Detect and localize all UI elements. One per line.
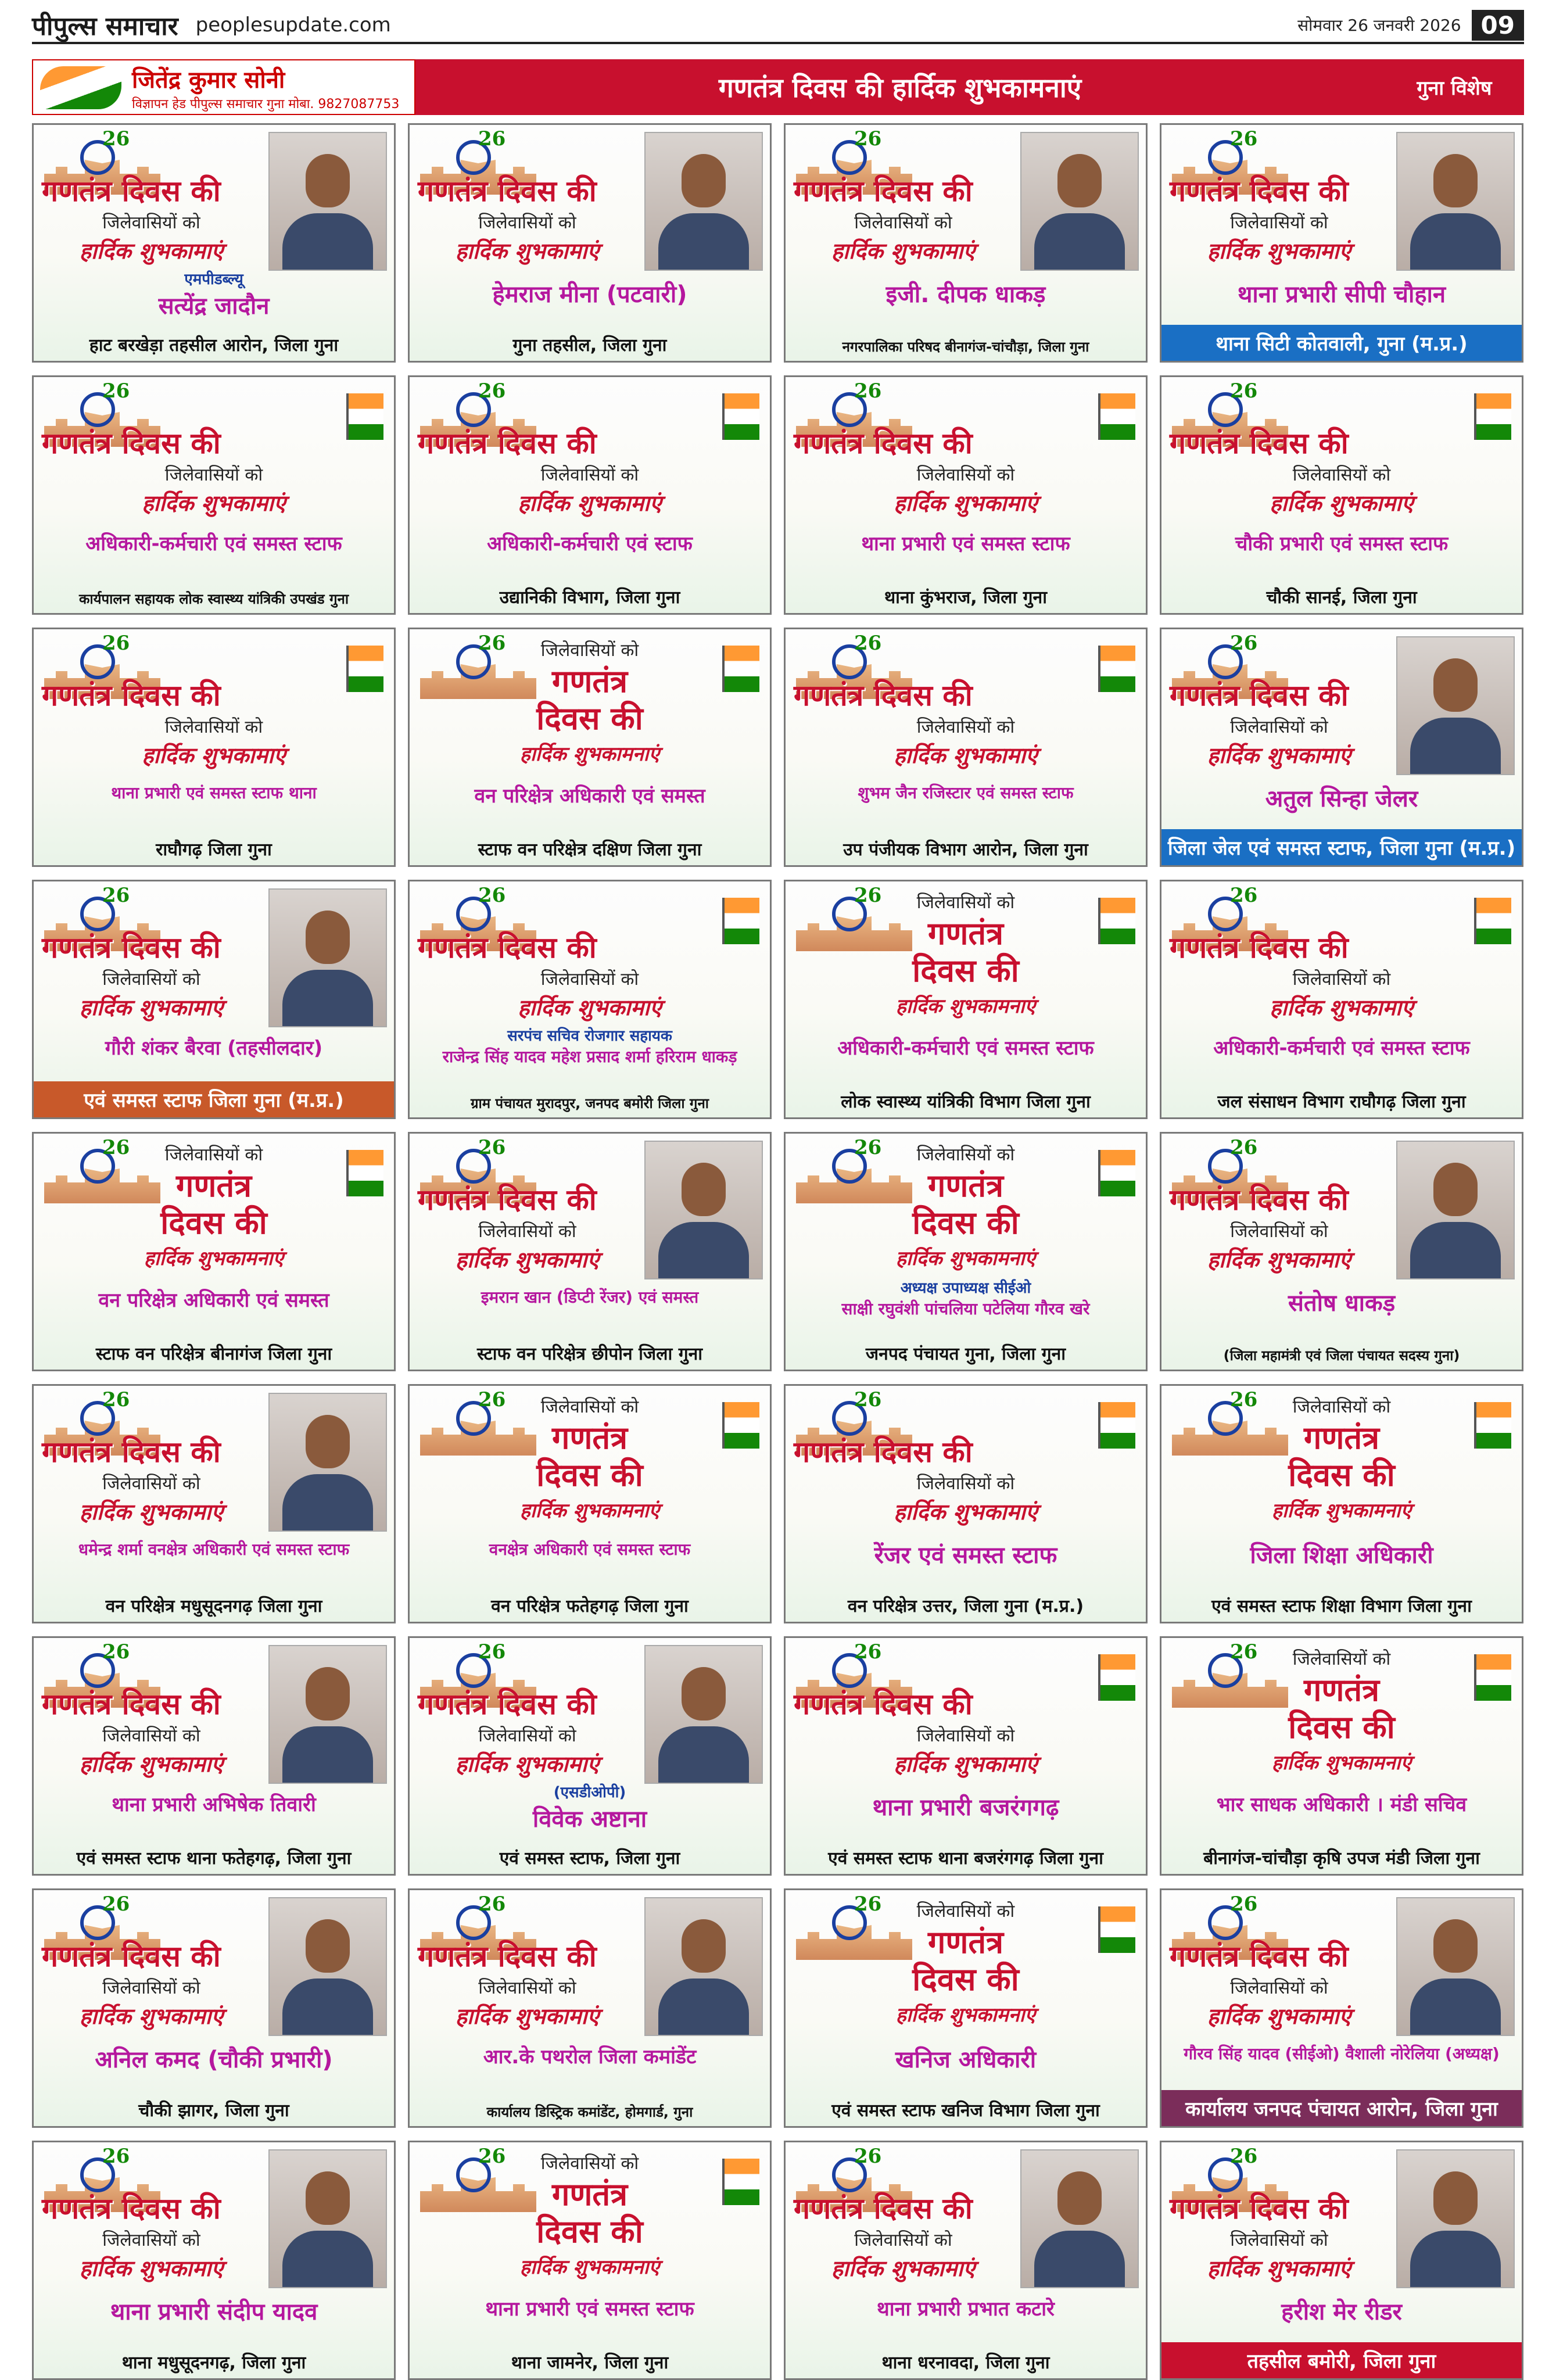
footer-location: एवं समस्त स्टाफ थाना फतेहगढ़, जिला गुना xyxy=(76,1848,352,1869)
advertiser-name: अधिकारी-कर्मचारी एवं समस्त स्टाफ xyxy=(85,532,342,555)
number-26-icon: 26 xyxy=(478,1640,506,1664)
number-26-icon: 26 xyxy=(478,127,506,150)
greeting-ad-card xyxy=(408,628,772,867)
greeting-wishes: हार्दिक शुभकामनाएं xyxy=(895,995,1036,1018)
greeting-ad-card xyxy=(32,375,396,615)
greeting-title: गणतंत्र दिवस की xyxy=(1170,2192,1349,2225)
greeting-ad-card xyxy=(1160,2141,1523,2380)
greeting-wishes: हार्दिक शुभकामाएं xyxy=(455,238,600,264)
greeting-subline: जिलेवासियों को xyxy=(540,2153,639,2174)
footer-location: स्टाफ वन परिक्षेत्र दक्षिण जिला गुना xyxy=(478,840,702,860)
greeting-subline: जिलेवासियों को xyxy=(1230,1221,1328,1242)
newspaper-masthead: पीपुल्स समाचार xyxy=(32,12,178,41)
footer-location: वन परिक्षेत्र उत्तर, जिला गुना (म.प्र.) xyxy=(847,1596,1084,1616)
greeting-title-line2: दिवस की xyxy=(1288,1457,1395,1493)
greeting-wishes: हार्दिक शुभकामनाएं xyxy=(144,1247,284,1270)
greeting-title: गणतंत्र दिवस की xyxy=(794,174,973,208)
advertiser-name: भार साधक अधिकारी । मंडी सचिव xyxy=(1216,1793,1467,1816)
advertiser-name: वन परिक्षेत्र अधिकारी एवं समस्त xyxy=(98,1289,329,1312)
greeting-wishes: हार्दिक शुभकामाएं xyxy=(894,743,1038,768)
person-photo xyxy=(268,888,387,1027)
greeting-wishes: हार्दिक शुभकामाएं xyxy=(455,1247,600,1273)
greeting-subline: जिलेवासियों को xyxy=(1292,1649,1391,1669)
greeting-subline: जिलेवासियों को xyxy=(1230,2230,1328,2250)
number-26-icon: 26 xyxy=(102,1136,130,1159)
greeting-title: गणतंत्र दिवस की xyxy=(794,2192,973,2225)
footer-location: थाना कुंभराज, जिला गुना xyxy=(884,587,1047,608)
greeting-title: गणतंत्र दिवस की xyxy=(1170,174,1349,208)
greeting-ad-card xyxy=(784,375,1148,615)
greeting-title-line2: दिवस की xyxy=(912,1961,1019,1998)
footer-location: कार्यपालन सहायक लोक स्वास्थ्य यांत्रिकी उपखंड गुना xyxy=(78,591,349,607)
advertiser-name: जितेंद्र कुमार सोनी xyxy=(132,66,285,94)
advertiser-name: इमरान खान (डिप्टी रेंजर) एवं समस्त xyxy=(481,1288,699,1307)
greeting-subline: जिलेवासियों को xyxy=(164,717,263,737)
greeting-title-line2: दिवस की xyxy=(536,700,643,737)
greeting-title: गणतंत्र दिवस की xyxy=(794,1687,973,1721)
number-26-icon: 26 xyxy=(102,379,130,403)
advertiser-name: अधिकारी-कर्मचारी एवं समस्त स्टाफ xyxy=(1213,1037,1470,1060)
greeting-subline: जिलेवासियों को xyxy=(478,1726,576,1746)
footer-location: एवं समस्त स्टाफ, जिला गुना xyxy=(499,1848,680,1869)
advertiser-name: गौरव सिंह यादव (सीईओ) वैशाली नोरेलिया (अध्यक्ष) xyxy=(1184,2044,1500,2063)
advertiser-name: चौकी प्रभारी एवं समस्त स्टाफ xyxy=(1235,532,1449,555)
advertiser-name: हरीश मेर रीडर xyxy=(1281,2299,1402,2325)
number-26-icon: 26 xyxy=(1230,379,1258,403)
greeting-title: गणतंत्र दिवस की xyxy=(418,174,597,208)
greeting-ad-card xyxy=(784,1888,1148,2128)
greeting-title: गणतंत्र दिवस की xyxy=(42,1687,221,1721)
advertiser-name: थाना प्रभारी अभिषेक तिवारी xyxy=(112,1793,316,1816)
footer-location: ग्राम पंचायत मुरादपुर, जनपद बमोरी जिला गुना xyxy=(471,1095,709,1112)
advertiser-name: धमेन्द्र शर्मा वनक्षेत्र अधिकारी एवं समस्त स्टाफ xyxy=(78,1540,350,1559)
greeting-title-line1: गणतंत्र xyxy=(1303,1420,1380,1456)
greeting-ad-card xyxy=(32,1132,396,1371)
footer-location: गुना तहसील, जिला गुना xyxy=(512,335,667,356)
advertiser-name: सत्येंद्र जादौन xyxy=(158,293,270,320)
advertiser-name: साक्षी रघुवंशी पांचलिया पटेलिया गौरव खरे xyxy=(841,1299,1090,1318)
advertiser-name: विवेक अष्टाना xyxy=(532,1806,647,1833)
advertiser-name: अधिकारी-कर्मचारी एवं स्टाफ xyxy=(487,532,693,555)
person-photo xyxy=(644,132,763,271)
number-26-icon: 26 xyxy=(478,2145,506,2168)
greeting-subline: जिलेवासियों को xyxy=(1230,717,1328,737)
advertiser-name: अधिकारी-कर्मचारी एवं समस्त स्टाफ xyxy=(837,1037,1094,1060)
number-26-icon: 26 xyxy=(1230,1892,1258,1916)
greeting-subline: जिलेवासियों को xyxy=(854,2230,952,2250)
greeting-title-line2: दिवस की xyxy=(912,1205,1019,1241)
greeting-ad-card xyxy=(32,1636,396,1876)
greeting-wishes: हार्दिक शुभकामाएं xyxy=(1207,2256,1351,2281)
greeting-ad-card xyxy=(784,2141,1148,2380)
greeting-title-line2: दिवस की xyxy=(536,2213,643,2250)
greeting-title: गणतंत्र दिवस की xyxy=(794,679,973,712)
greeting-wishes: हार्दिक शुभकामाएं xyxy=(455,1751,600,1777)
greeting-subline: जिलेवासियों को xyxy=(854,213,952,233)
footer-location: बीनागंज-चांचौड़ा कृषि उपज मंडी जिला गुना xyxy=(1203,1848,1480,1869)
number-26-icon: 26 xyxy=(102,1640,130,1664)
footer-strip: एवं समस्त स्टाफ जिला गुना (म.प्र.) xyxy=(34,1081,394,1117)
number-26-icon: 26 xyxy=(854,1136,882,1159)
greeting-wishes: हार्दिक शुभकामाएं xyxy=(1207,1247,1351,1273)
footer-location: चौकी झागर, जिला गुना xyxy=(138,2101,289,2121)
masthead-bar xyxy=(32,8,1524,44)
greeting-wishes: हार्दिक शुभकामाएं xyxy=(79,2003,224,2029)
person-photo xyxy=(644,1897,763,2036)
advertiser-name: हेमराज मीना (पटवारी) xyxy=(492,281,687,308)
greeting-subline: जिलेवासियों को xyxy=(916,1145,1015,1165)
person-photo xyxy=(268,1897,387,2036)
greeting-wishes: हार्दिक शुभकामाएं xyxy=(1207,238,1351,264)
greeting-title-line1: गणतंत्र xyxy=(1303,1672,1380,1708)
number-26-icon: 26 xyxy=(102,632,130,655)
number-26-icon: 26 xyxy=(854,1388,882,1411)
greeting-ad-card xyxy=(784,123,1148,363)
greeting-wishes: हार्दिक शुभकामाएं xyxy=(831,238,976,264)
number-26-icon: 26 xyxy=(478,379,506,403)
greeting-subline: जिलेवासियों को xyxy=(916,1726,1015,1746)
greeting-wishes: हार्दिक शुभकामाएं xyxy=(455,2003,600,2029)
greeting-wishes: हार्दिक शुभकामाएं xyxy=(1207,743,1351,768)
greeting-title: गणतंत्र दिवस की xyxy=(418,426,597,460)
greeting-subline: जिलेवासियों को xyxy=(102,969,200,990)
greeting-ad-card xyxy=(32,123,396,363)
footer-strip: कार्यालय जनपद पंचायत आरोन, जिला गुना xyxy=(1161,2090,1522,2126)
greeting-wishes: हार्दिक शुभकामाएं xyxy=(831,2256,976,2281)
person-photo xyxy=(1020,2149,1139,2288)
advertiser-name: अतुल सिन्हा जेलर xyxy=(1265,786,1418,812)
greeting-ad-card xyxy=(1160,1384,1523,1623)
number-26-icon: 26 xyxy=(1230,2145,1258,2168)
greeting-title-line2: दिवस की xyxy=(160,1205,267,1241)
advertiser-name: आर.के पथरोल जिला कमांडेंट xyxy=(483,2045,697,2069)
greeting-ad-card xyxy=(408,1384,772,1623)
greeting-subline: जिलेवासियों को xyxy=(102,213,200,233)
greeting-subline: जिलेवासियों को xyxy=(1230,213,1328,233)
tricolor-icon xyxy=(40,66,121,109)
advertiser-name: शुभम जैन रजिस्टार एवं समस्त स्टाफ xyxy=(858,783,1074,802)
greeting-title-line2: दिवस की xyxy=(536,1457,643,1493)
greeting-wishes: हार्दिक शुभकामनाएं xyxy=(519,2256,660,2279)
greeting-subline: जिलेवासियों को xyxy=(540,465,639,485)
greeting-wishes: हार्दिक शुभकामनाएं xyxy=(1271,1751,1412,1775)
greeting-title-line1: गणतंत्र xyxy=(927,915,1004,952)
greeting-title-line1: गणतंत्र xyxy=(175,1167,252,1204)
greeting-wishes: हार्दिक शुभकामनाएं xyxy=(895,2003,1036,2027)
footer-location: जल संसाधन विभाग राघौगढ़ जिला गुना xyxy=(1217,1092,1466,1112)
greeting-subline: जिलेवासियों को xyxy=(102,2230,200,2250)
greeting-wishes: हार्दिक शुभकामाएं xyxy=(518,995,662,1020)
number-26-icon: 26 xyxy=(478,884,506,907)
advertiser-name: वनक्षेत्र अधिकारी एवं समस्त स्टाफ xyxy=(489,1540,691,1559)
advertiser-name: इजी. दीपक धाकड़ xyxy=(885,281,1046,308)
footer-location: लोक स्वास्थ्य यांत्रिकी विभाग जिला गुना xyxy=(841,1092,1091,1112)
advertiser-name: राजेन्द्र सिंह यादव महेश प्रसाद शर्मा हरिराम धाकड़ xyxy=(442,1047,737,1066)
greeting-ad-card xyxy=(408,1636,772,1876)
greeting-ad-card xyxy=(32,628,396,867)
greeting-title: गणतंत्र दिवस की xyxy=(42,931,221,965)
greeting-title: गणतंत्र दिवस की xyxy=(1170,679,1349,712)
advertiser-name: संतोष धाकड़ xyxy=(1288,1290,1396,1317)
person-photo xyxy=(1396,1141,1515,1279)
greeting-ad-card xyxy=(1160,628,1523,867)
greeting-wishes: हार्दिक शुभकामाएं xyxy=(894,1751,1038,1777)
greeting-title-line1: गणतंत्र xyxy=(551,1420,628,1456)
number-26-icon: 26 xyxy=(102,127,130,150)
greeting-wishes: हार्दिक शुभकामनाएं xyxy=(519,1499,660,1522)
number-26-icon: 26 xyxy=(854,1892,882,1916)
number-26-icon: 26 xyxy=(854,632,882,655)
greeting-subline: जिलेवासियों को xyxy=(478,213,576,233)
advertiser-contact: विज्ञापन हेड पीपुल्स समाचार गुना मोबा. 9827087753 xyxy=(132,96,400,112)
greeting-subline: जिलेवासियों को xyxy=(916,1901,1015,1922)
advertiser-name: वन परिक्षेत्र अधिकारी एवं समस्त xyxy=(474,784,705,808)
footer-location: उद्यानिकी विभाग, जिला गुना xyxy=(499,587,680,608)
greeting-wishes: हार्दिक शुभकामाएं xyxy=(894,490,1038,516)
footer-location: एवं समस्त स्टाफ खनिज विभाग जिला गुना xyxy=(831,2101,1100,2121)
number-26-icon: 26 xyxy=(854,2145,882,2168)
greeting-subline: जिलेवासियों को xyxy=(102,1978,200,1998)
advertiser-name: गौरी शंकर बैरवा (तहसीलदार) xyxy=(105,1037,323,1060)
greeting-subline: जिलेवासियों को xyxy=(478,1221,576,1242)
issue-date: सोमवार 26 जनवरी 2026 xyxy=(1297,16,1461,35)
greeting-subline: जिलेवासियों को xyxy=(164,1145,263,1165)
page-banner xyxy=(32,59,1524,115)
name-designation: (एसडीओपी) xyxy=(553,1784,626,1801)
greeting-title: गणतंत्र दिवस की xyxy=(418,1940,597,1973)
greeting-title: गणतंत्र दिवस की xyxy=(794,1435,973,1469)
greeting-title-line1: गणतंत्र xyxy=(551,663,628,700)
greeting-wishes: हार्दिक शुभकामाएं xyxy=(518,490,662,516)
greeting-title: गणतंत्र दिवस की xyxy=(42,679,221,712)
greeting-title: गणतंत्र दिवस की xyxy=(1170,1183,1349,1217)
footer-location: (जिला महामंत्री एवं जिला पंचायत सदस्य गुना) xyxy=(1223,1347,1460,1364)
greeting-subline: जिलेवासियों को xyxy=(916,717,1015,737)
footer-location: उप पंजीयक विभाग आरोन, जिला गुना xyxy=(843,840,1088,860)
greeting-subline: जिलेवासियों को xyxy=(540,969,639,990)
number-26-icon: 26 xyxy=(1230,884,1258,907)
number-26-icon: 26 xyxy=(854,379,882,403)
greeting-title: गणतंत्र दिवस की xyxy=(418,1183,597,1217)
greeting-title: गणतंत्र दिवस की xyxy=(42,1940,221,1973)
greeting-wishes: हार्दिक शुभकामनाएं xyxy=(1271,1499,1412,1522)
number-26-icon: 26 xyxy=(854,127,882,150)
greeting-title: गणतंत्र दिवस की xyxy=(42,174,221,208)
person-photo xyxy=(644,1645,763,1784)
number-26-icon: 26 xyxy=(1230,632,1258,655)
greeting-subline: जिलेवासियों को xyxy=(916,892,1015,913)
number-26-icon: 26 xyxy=(478,1892,506,1916)
footer-location: थाना जामनेर, जिला गुना xyxy=(511,2353,669,2373)
name-designation: एमपीडब्ल्यू xyxy=(184,271,243,288)
greeting-title-line1: गणतंत्र xyxy=(927,1924,1004,1960)
greeting-ad-card xyxy=(408,2141,772,2380)
person-photo xyxy=(1020,132,1139,271)
footer-location: एवं समस्त स्टाफ शिक्षा विभाग जिला गुना xyxy=(1211,1596,1472,1616)
advertiser-name: थाना प्रभारी संदीप यादव xyxy=(110,2299,318,2325)
footer-location: थाना मधुसूदनगढ़, जिला गुना xyxy=(121,2353,306,2373)
greeting-subline: जिलेवासियों को xyxy=(916,1474,1015,1494)
footer-strip: थाना सिटी कोतवाली, गुना (म.प्र.) xyxy=(1161,325,1522,361)
website-url[interactable]: peoplesupdate.com xyxy=(195,13,391,37)
person-photo xyxy=(268,2149,387,2288)
greeting-wishes: हार्दिक शुभकामाएं xyxy=(1270,995,1414,1020)
number-26-icon: 26 xyxy=(1230,1640,1258,1664)
number-26-icon: 26 xyxy=(102,1892,130,1916)
advertiser-name: थाना प्रभारी प्रभात कटारे xyxy=(877,2297,1055,2321)
greeting-ad-card xyxy=(32,880,396,1119)
greeting-ad-card xyxy=(408,1888,772,2128)
greeting-title-line1: गणतंत्र xyxy=(927,1167,1004,1204)
greeting-ad-card xyxy=(1160,375,1523,615)
greeting-subline: जिलेवासियों को xyxy=(478,1978,576,1998)
number-26-icon: 26 xyxy=(102,2145,130,2168)
number-26-icon: 26 xyxy=(1230,1388,1258,1411)
number-26-icon: 26 xyxy=(1230,127,1258,150)
footer-strip: तहसील बमोरी, जिला गुना xyxy=(1161,2342,1522,2378)
advertiser-name: थाना प्रभारी एवं समस्त स्टाफ थाना xyxy=(111,783,317,802)
greeting-subline: जिलेवासियों को xyxy=(102,1726,200,1746)
greeting-ad-card xyxy=(32,1888,396,2128)
greeting-wishes: हार्दिक शुभकामाएं xyxy=(79,2256,224,2281)
person-photo xyxy=(1396,2149,1515,2288)
greeting-ad-card xyxy=(408,375,772,615)
greeting-ad-card xyxy=(784,880,1148,1119)
number-26-icon: 26 xyxy=(478,1388,506,1411)
greeting-title: गणतंत्र दिवस की xyxy=(418,1687,597,1721)
footer-location: नगरपालिका परिषद बीनागंज-चांचौड़ा, जिला गुना xyxy=(842,339,1089,355)
person-photo xyxy=(268,1393,387,1532)
greeting-title-line2: दिवस की xyxy=(1288,1709,1395,1745)
section-label: गुना विशेष xyxy=(1385,59,1524,115)
greeting-title-line2: दिवस की xyxy=(912,952,1019,989)
greeting-ad-card xyxy=(408,123,772,363)
greeting-ad-card xyxy=(32,2141,396,2380)
greeting-title: गणतंत्र दिवस की xyxy=(42,2192,221,2225)
greeting-ad-card xyxy=(1160,1132,1523,1371)
greeting-wishes: हार्दिक शुभकामाएं xyxy=(79,995,224,1020)
footer-location: जनपद पंचायत गुना, जिला गुना xyxy=(865,1344,1066,1364)
number-26-icon: 26 xyxy=(102,884,130,907)
footer-location: कार्यालय डिस्ट्रिक कमांडेंट, होमगार्ड, गुना xyxy=(486,2104,693,2120)
greeting-ad-card xyxy=(408,1132,772,1371)
greeting-subline: जिलेवासियों को xyxy=(540,640,639,661)
footer-location: स्टाफ वन परिक्षेत्र छीपोन जिला गुना xyxy=(476,1344,703,1364)
footer-location: थाना धरनावदा, जिला गुना xyxy=(881,2353,1050,2373)
greeting-wishes: हार्दिक शुभकामाएं xyxy=(142,490,286,516)
greeting-title: गणतंत्र दिवस की xyxy=(418,931,597,965)
greeting-ad-card xyxy=(1160,123,1523,363)
greeting-subline: जिलेवासियों को xyxy=(1292,465,1391,485)
page-number: 09 xyxy=(1472,10,1524,41)
greeting-wishes: हार्दिक शुभकामाएं xyxy=(894,1499,1038,1525)
advertiser-name: थाना प्रभारी एवं समस्त स्टाफ xyxy=(861,532,1070,555)
greeting-title: गणतंत्र दिवस की xyxy=(1170,1940,1349,1973)
greeting-subline: जिलेवासियों को xyxy=(1292,969,1391,990)
footer-location: चौकी सानई, जिला गुना xyxy=(1266,587,1417,608)
number-26-icon: 26 xyxy=(102,1388,130,1411)
greeting-subline: जिलेवासियों को xyxy=(1230,1978,1328,1998)
greeting-wishes: हार्दिक शुभकामाएं xyxy=(79,1499,224,1525)
greeting-title: गणतंत्र दिवस की xyxy=(794,426,973,460)
greeting-ad-card xyxy=(784,628,1148,867)
name-designation: अध्यक्ष उपाध्यक्ष सीईओ xyxy=(900,1279,1031,1297)
number-26-icon: 26 xyxy=(854,884,882,907)
greeting-subline: जिलेवासियों को xyxy=(102,1474,200,1494)
advertiser-name: थाना प्रभारी एवं समस्त स्टाफ xyxy=(485,2297,694,2321)
greeting-title: गणतंत्र दिवस की xyxy=(42,426,221,460)
greeting-ad-card xyxy=(408,880,772,1119)
greeting-title: गणतंत्र दिवस की xyxy=(1170,426,1349,460)
person-photo xyxy=(1396,1897,1515,2036)
greeting-ads-grid xyxy=(32,123,1524,2380)
person-photo xyxy=(268,1645,387,1784)
greeting-title: गणतंत्र दिवस की xyxy=(42,1435,221,1469)
footer-location: राघौगढ़ जिला गुना xyxy=(156,840,272,860)
greeting-wishes: हार्दिक शुभकामाएं xyxy=(79,1751,224,1777)
advertiser-name: रेंजर एवं समस्त स्टाफ xyxy=(874,1542,1057,1569)
greeting-ad-card xyxy=(1160,1636,1523,1876)
greeting-wishes: हार्दिक शुभकामाएं xyxy=(1270,490,1414,516)
advertiser-name: अनिल कमद (चौकी प्रभारी) xyxy=(95,2046,333,2073)
advertiser-name: जिला शिक्षा अधिकारी xyxy=(1250,1542,1433,1569)
greeting-ad-card xyxy=(32,1384,396,1623)
person-photo xyxy=(644,1141,763,1279)
greeting-wishes: हार्दिक शुभकामाएं xyxy=(1207,2003,1351,2029)
greeting-wishes: हार्दिक शुभकामाएं xyxy=(79,238,224,264)
number-26-icon: 26 xyxy=(478,1136,506,1159)
greeting-ad-card xyxy=(784,1384,1148,1623)
greeting-ad-card xyxy=(784,1636,1148,1876)
greeting-title-line1: गणतंत्र xyxy=(551,2176,628,2213)
footer-location: स्टाफ वन परिक्षेत्र बीनागंज जिला गुना xyxy=(95,1344,332,1364)
greeting-wishes: हार्दिक शुभकामनाएं xyxy=(895,1247,1036,1270)
footer-location: एवं समस्त स्टाफ थाना बजरंगगढ़ जिला गुना xyxy=(828,1848,1103,1869)
advertiser-name: खनिज अधिकारी xyxy=(895,2046,1037,2073)
greeting-subline: जिलेवासियों को xyxy=(164,465,263,485)
advertiser-name: थाना प्रभारी बजरंगगढ़ xyxy=(872,1794,1059,1821)
person-photo xyxy=(1396,132,1515,271)
greeting-subline: जिलेवासियों को xyxy=(1292,1397,1391,1417)
greeting-subline: जिलेवासियों को xyxy=(540,1397,639,1417)
number-26-icon: 26 xyxy=(854,1640,882,1664)
number-26-icon: 26 xyxy=(478,632,506,655)
greeting-ad-card xyxy=(1160,1888,1523,2128)
person-photo xyxy=(1396,636,1515,775)
advertiser-name: थाना प्रभारी सीपी चौहान xyxy=(1237,281,1446,308)
greeting-title: गणतंत्र दिवस की xyxy=(1170,931,1349,965)
greeting-ad-card xyxy=(784,1132,1148,1371)
footer-location: वन परिक्षेत्र मधुसूदनगढ़ जिला गुना xyxy=(105,1596,322,1616)
number-26-icon: 26 xyxy=(1230,1136,1258,1159)
greeting-wishes: हार्दिक शुभकामाएं xyxy=(142,743,286,768)
greeting-subline: जिलेवासियों को xyxy=(916,465,1015,485)
footer-strip: जिला जेल एवं समस्त स्टाफ, जिला गुना (म.प्र.) xyxy=(1161,829,1522,865)
person-photo xyxy=(268,132,387,271)
footer-location: हाट बरखेड़ा तहसील आरोन, जिला गुना xyxy=(89,335,339,356)
footer-location: वन परिक्षेत्र फतेहगढ़ जिला गुना xyxy=(491,1596,689,1616)
greeting-ad-card xyxy=(1160,880,1523,1119)
name-designation: सरपंच सचिव रोजगार सहायक xyxy=(507,1027,672,1045)
greeting-wishes: हार्दिक शुभकामनाएं xyxy=(519,743,660,766)
banner-title: गणतंत्र दिवस की हार्दिक शुभकामनाएं xyxy=(415,59,1385,115)
advertiser-box xyxy=(32,59,415,115)
